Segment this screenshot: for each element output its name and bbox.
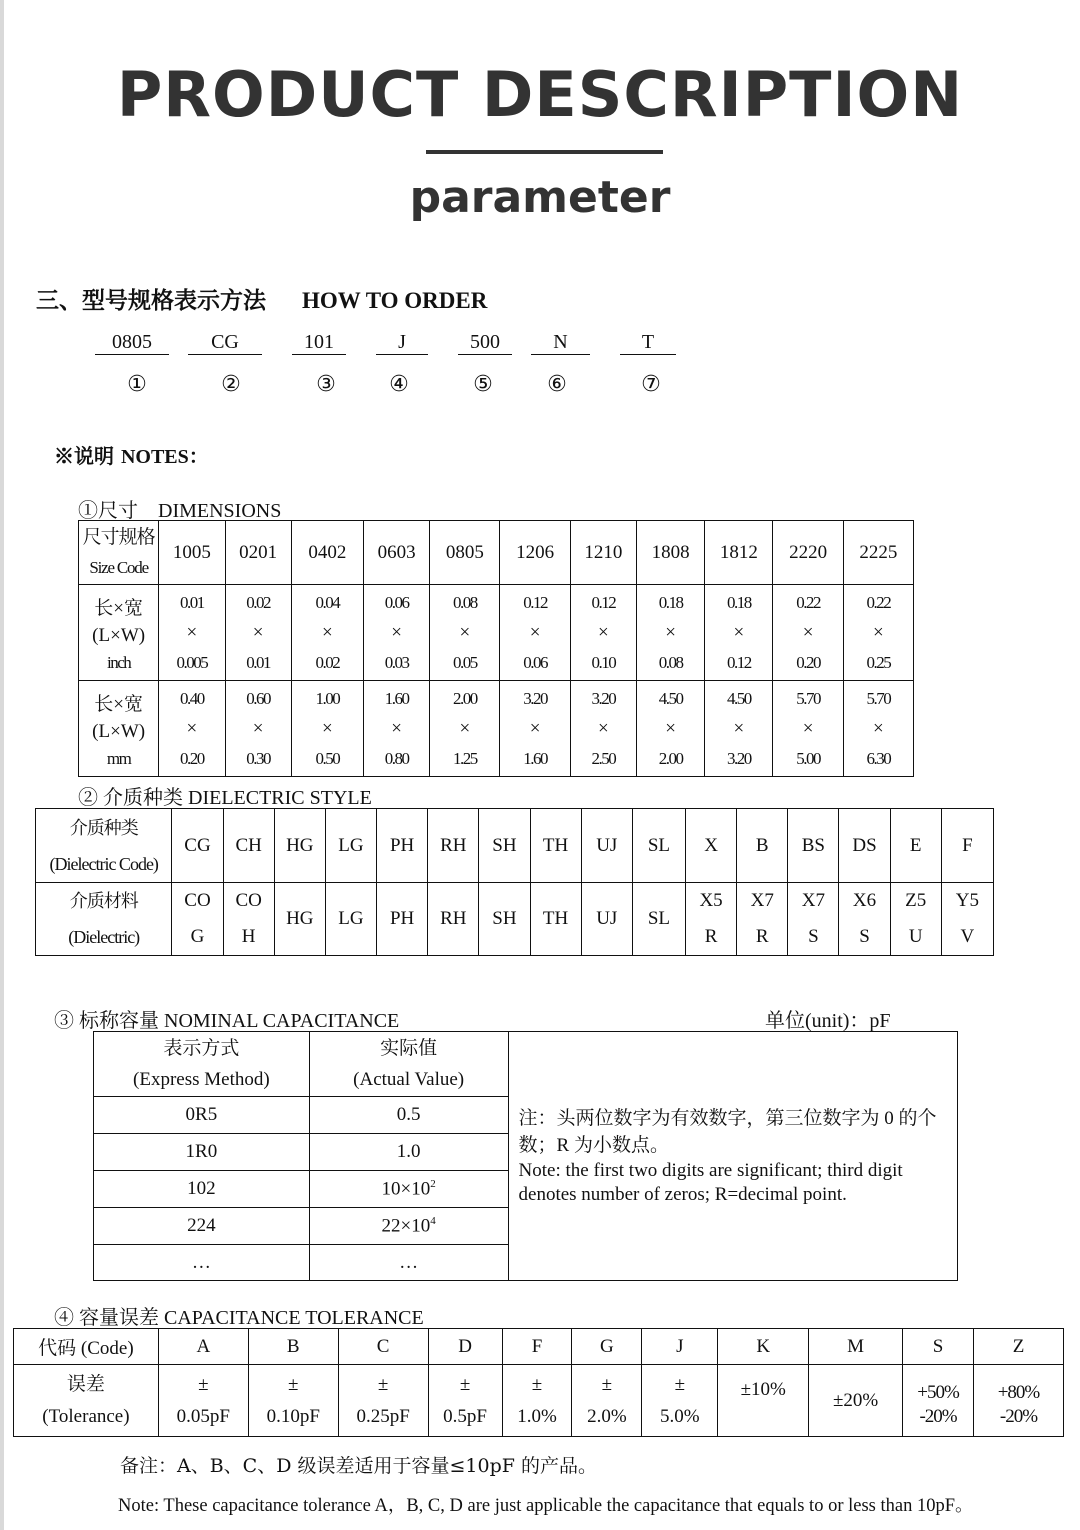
mm-label-3: mm: [106, 748, 131, 768]
dielectric-code-label: [36, 809, 172, 883]
dielectric-material: [172, 883, 223, 956]
tolerance-upper: +50%: [917, 1381, 959, 1403]
inch-length: 0.04: [315, 592, 340, 612]
material-line: Y5: [955, 890, 979, 911]
dielectric-code: SH: [479, 809, 530, 883]
material-line: X6: [852, 890, 877, 911]
cross-sign: ×: [733, 717, 745, 739]
dielectric-code: CH: [223, 809, 274, 883]
cross-sign: ×: [391, 717, 402, 739]
tolerance-code: F: [502, 1329, 572, 1365]
tolerance-sign: ±: [531, 1373, 543, 1395]
dielectric-code: RH: [428, 809, 479, 883]
express-code: 0R5: [94, 1097, 310, 1134]
inch-length: 0.02: [246, 592, 270, 612]
mm-cell: [291, 681, 363, 777]
mm-length: 0.60: [246, 688, 270, 708]
size-cell: 0402: [291, 521, 363, 585]
mm-cell: [364, 681, 430, 777]
inch-width: 0.03: [384, 652, 409, 672]
inch-width: 0.20: [796, 652, 820, 672]
tolerance-lower: -20%: [999, 1405, 1038, 1427]
mm-length: 1.60: [384, 688, 409, 708]
mm-cell: [570, 681, 636, 777]
tolerance-heading: ④ 容量误差 CAPACITANCE TOLERANCE: [54, 1307, 424, 1329]
express-method-cn: 表示方式: [163, 1038, 240, 1059]
tolerance-value: [502, 1365, 572, 1437]
material-line: Z5: [905, 890, 927, 911]
inch-label: [79, 585, 159, 681]
tolerance-amount: 5.0%: [660, 1405, 700, 1427]
tolerance-label-en: (Tolerance): [42, 1405, 130, 1427]
mm-length: 3.20: [591, 688, 616, 708]
order-mark-2: ②: [221, 372, 241, 397]
express-method-en: (Express Method): [133, 1069, 270, 1090]
dielectric-material: TH: [530, 883, 581, 956]
capacitance-note-en: Note: the first two digits are significant; third digit denotes number of zeros; R=decimal point.: [518, 1160, 903, 1205]
cross-sign: ×: [872, 621, 884, 643]
dielectric-material-label: [36, 883, 172, 956]
tolerance-value-label: [14, 1365, 159, 1437]
mm-label-2: (L×W): [92, 721, 146, 742]
tolerance-amount: 0.05pF: [176, 1405, 230, 1427]
express-method-header: [94, 1032, 310, 1097]
inch-cell: [225, 585, 291, 681]
mm-width: 0.20: [180, 748, 204, 768]
tolerance-code: S: [903, 1329, 974, 1365]
material-line: R: [704, 926, 718, 947]
inch-cell: [570, 585, 636, 681]
dimensions-heading: ①尺寸 DIMENSIONS: [78, 500, 282, 522]
footnote-cn: 备注：A、B、C、D 级误差适用于容量≤10pF 的产品。: [120, 1455, 597, 1477]
mm-width: 0.50: [315, 748, 340, 768]
inch-length: 0.12: [523, 592, 547, 612]
tolerance-amount: 0.5pF: [443, 1405, 487, 1427]
dielectric-code: CG: [172, 809, 223, 883]
size-cell: 1206: [500, 521, 570, 585]
dielectric-material: LG: [325, 883, 376, 956]
dielectric-material: [788, 883, 839, 956]
material-line: CO: [184, 890, 211, 911]
value-exponent: 4: [430, 1214, 436, 1227]
express-code: 1R0: [94, 1134, 310, 1171]
capacitance-table: [93, 1031, 958, 1281]
mm-cell: [225, 681, 291, 777]
inch-length: 0.08: [452, 592, 477, 612]
cross-sign: ×: [802, 621, 814, 643]
tolerance-value: [248, 1365, 338, 1437]
tolerance-code: G: [572, 1329, 642, 1365]
mm-length: 3.20: [523, 688, 547, 708]
size-cell: 1210: [570, 521, 636, 585]
mm-cell: [636, 681, 704, 777]
dielectric-material: [685, 883, 736, 956]
cross-sign: ×: [597, 717, 609, 739]
cross-sign: ×: [459, 717, 471, 739]
mm-width: 6.30: [866, 748, 891, 768]
capacitance-note: [508, 1032, 957, 1281]
inch-cell: [291, 585, 363, 681]
cross-sign: ×: [802, 717, 814, 739]
tolerance-code: C: [338, 1329, 428, 1365]
capacitance-unit: 单位(unit)：pF: [765, 1010, 891, 1032]
material-line: X5: [699, 890, 723, 911]
inch-length: 0.18: [726, 592, 751, 612]
dielectric-code: DS: [839, 809, 890, 883]
tolerance-value: [974, 1365, 1064, 1437]
dimensions-inch-row: [79, 585, 914, 681]
cross-sign: ×: [391, 621, 402, 643]
tolerance-code: Z: [974, 1329, 1064, 1365]
tolerance-value: [428, 1365, 502, 1437]
dielectric-code: E: [890, 809, 941, 883]
actual-value: …: [309, 1245, 508, 1281]
order-mark-7: ⑦: [641, 372, 661, 397]
tolerance-code: K: [718, 1329, 809, 1365]
order-heading: [36, 282, 487, 315]
material-line: V: [960, 926, 975, 947]
footnote-en: Note: These capacitance tolerance A，B, C, D are just applicable the capacitance that equals to or less than 10pF。: [118, 1496, 974, 1516]
order-heading-en: HOW TO ORDER: [302, 288, 488, 313]
tolerance-amount: 1.0%: [517, 1405, 557, 1427]
mm-length: 4.50: [658, 688, 683, 708]
cross-sign: ×: [665, 717, 676, 739]
order-code-6: N: [531, 330, 590, 355]
size-label-en: Size Code: [89, 557, 148, 577]
order-code-4: J: [376, 330, 428, 355]
actual-value: 0.5: [309, 1097, 508, 1134]
cross-sign: ×: [872, 717, 884, 739]
order-mark-6: ⑥: [547, 372, 567, 397]
order-mark-3: ③: [316, 372, 336, 397]
dielectric-code: PH: [377, 809, 428, 883]
tolerance-sign: ±: [674, 1373, 686, 1395]
dielectric-code: B: [737, 809, 788, 883]
cross-sign: ×: [186, 717, 198, 739]
material-line: H: [241, 926, 256, 947]
size-cell: 1005: [159, 521, 225, 585]
material-line: X7: [801, 890, 825, 911]
size-cell: 2225: [843, 521, 913, 585]
inch-length: 0.22: [796, 592, 820, 612]
size-cell: 1808: [636, 521, 704, 585]
cross-sign: ×: [322, 621, 333, 643]
actual-value: 1.0: [309, 1134, 508, 1171]
cross-sign: ×: [459, 621, 471, 643]
dielectric-code: TH: [530, 809, 581, 883]
dielectric-code: X: [685, 809, 736, 883]
order-heading-cn: 三、型号规格表示方法: [36, 287, 266, 314]
dielectric-material: [737, 883, 788, 956]
material-line: CO: [235, 890, 262, 911]
size-cell: 1812: [705, 521, 773, 585]
dielectric-code: BS: [788, 809, 839, 883]
notes-heading-cn: ※说明: [54, 444, 114, 468]
mm-length: 5.70: [866, 688, 891, 708]
mm-length: 2.00: [452, 688, 477, 708]
mm-cell: [705, 681, 773, 777]
dielectric-material: UJ: [581, 883, 632, 956]
tolerance-value: ±20%: [809, 1365, 903, 1437]
mm-width: 1.25: [452, 748, 477, 768]
inch-width: 0.005: [176, 652, 208, 672]
dielectric-material-label-en: (Dielectric): [68, 927, 140, 947]
tolerance-upper: +80%: [997, 1381, 1040, 1403]
dielectric-material: RH: [428, 883, 479, 956]
dielectric-table: [35, 808, 994, 956]
inch-cell: [773, 585, 843, 681]
inch-cell: [159, 585, 225, 681]
cross-sign: ×: [529, 621, 541, 643]
dielectric-material-label-cn: 介质材料: [69, 891, 138, 911]
material-line: G: [190, 926, 205, 947]
inch-cell: [364, 585, 430, 681]
cross-sign: ×: [665, 621, 676, 643]
dielectric-material: [890, 883, 941, 956]
mm-label-1: 长×宽: [94, 693, 143, 715]
mm-cell: [159, 681, 225, 777]
tolerance-amount: 2.0%: [587, 1405, 627, 1427]
dielectric-code-label-en: (Dielectric Code): [49, 853, 158, 874]
tolerance-table: [13, 1328, 1064, 1437]
inch-length: 0.01: [180, 592, 204, 612]
tolerance-code: A: [158, 1329, 248, 1365]
dielectric-code-row: [36, 809, 994, 883]
inch-label-2: (L×W): [92, 625, 146, 646]
inch-width: 0.02: [315, 652, 340, 672]
inch-width: 0.06: [523, 652, 547, 672]
dielectric-code: HG: [274, 809, 325, 883]
size-label-cn: 尺寸规格: [82, 526, 155, 548]
mm-width: 0.30: [246, 748, 270, 768]
dielectric-material: SL: [632, 883, 685, 956]
notes-heading: [54, 440, 209, 469]
tolerance-code: D: [428, 1329, 502, 1365]
actual-value: [309, 1208, 508, 1245]
dielectric-code: SL: [632, 809, 685, 883]
actual-value-en: (Actual Value): [353, 1069, 465, 1090]
tolerance-amount: 0.10pF: [266, 1405, 320, 1427]
inch-cell: [705, 585, 773, 681]
dielectric-material-row: [36, 883, 994, 956]
dielectric-material: [839, 883, 890, 956]
dielectric-material: HG: [274, 883, 325, 956]
inch-cell: [636, 585, 704, 681]
cross-sign: ×: [252, 621, 264, 643]
cross-sign: ×: [252, 717, 264, 739]
dielectric-code-label-cn: 介质种类: [69, 817, 138, 838]
mm-width: 0.80: [384, 748, 409, 768]
tolerance-value: [572, 1365, 642, 1437]
capacitance-header-row: [94, 1032, 958, 1097]
inch-length: 0.12: [591, 592, 616, 612]
dielectric-code: LG: [325, 809, 376, 883]
inch-cell: [500, 585, 570, 681]
size-cell: 0603: [364, 521, 430, 585]
order-mark-1: ①: [127, 372, 147, 397]
actual-value-cn: 实际值: [380, 1038, 438, 1059]
order-code-7: T: [620, 330, 676, 355]
mm-width: 5.00: [796, 748, 820, 768]
tolerance-sign: ±: [459, 1373, 471, 1395]
tolerance-sign: ±: [601, 1373, 613, 1395]
mm-cell: [773, 681, 843, 777]
tolerance-value: [903, 1365, 974, 1437]
inch-cell: [430, 585, 500, 681]
mm-cell: [430, 681, 500, 777]
material-line: R: [755, 926, 769, 947]
tolerance-code-row: [14, 1329, 1064, 1365]
cross-sign: ×: [186, 621, 198, 643]
dielectric-material: SH: [479, 883, 530, 956]
capacitance-heading: ③ 标称容量 NOMINAL CAPACITANCE: [54, 1010, 400, 1032]
order-code-3: 101: [292, 330, 346, 355]
value-exponent: 2: [430, 1177, 436, 1190]
actual-value-header: [309, 1032, 508, 1097]
dimensions-table: [78, 520, 914, 777]
dielectric-material: [223, 883, 274, 956]
tolerance-sign: ±: [288, 1373, 299, 1395]
cross-sign: ×: [597, 621, 609, 643]
inch-label-1: 长×宽: [94, 597, 143, 619]
tolerance-code-label: 代码 (Code): [14, 1329, 159, 1365]
size-cell: 0201: [225, 521, 291, 585]
tolerance-sign: ±: [198, 1373, 209, 1395]
value-base: 10×10: [381, 1178, 431, 1200]
tolerance-label-cn: 误差: [66, 1373, 105, 1395]
tolerance-code: J: [642, 1329, 718, 1365]
mm-width: 2.50: [591, 748, 616, 768]
express-code: …: [94, 1245, 310, 1281]
mm-label: [79, 681, 159, 777]
page-edge: [0, 0, 4, 1530]
tolerance-value: [642, 1365, 718, 1437]
mm-cell: [843, 681, 913, 777]
express-code: 224: [94, 1208, 310, 1245]
dielectric-material: PH: [377, 883, 428, 956]
tolerance-value: ±10%: [718, 1365, 809, 1437]
tolerance-value: [338, 1365, 428, 1437]
dimensions-size-row: [79, 521, 914, 585]
tolerance-code: M: [809, 1329, 903, 1365]
dimensions-size-label: [79, 521, 159, 585]
inch-length: 0.22: [866, 592, 891, 612]
actual-value: [309, 1171, 508, 1208]
tolerance-value: [158, 1365, 248, 1437]
tolerance-value-row: [14, 1365, 1064, 1437]
cross-sign: ×: [733, 621, 745, 643]
inch-cell: [843, 585, 913, 681]
page-subtitle: parameter: [409, 172, 671, 223]
tolerance-amount: 0.25pF: [356, 1405, 410, 1427]
mm-width: 3.20: [726, 748, 751, 768]
material-line: S: [859, 926, 870, 947]
inch-width: 0.10: [591, 652, 616, 672]
inch-width: 0.25: [866, 652, 891, 672]
mm-length: 5.70: [796, 688, 820, 708]
mm-length: 1.00: [315, 688, 340, 708]
capacitance-note-cn: 注：头两位数字为有效数字，第三位数字为 0 的个数；R 为小数点。: [518, 1108, 937, 1156]
tolerance-code: B: [248, 1329, 338, 1365]
inch-length: 0.18: [658, 592, 683, 612]
order-mark-5: ⑤: [473, 372, 493, 397]
material-line: S: [808, 926, 819, 947]
inch-width: 0.08: [658, 652, 683, 672]
title-divider: [426, 150, 663, 154]
mm-width: 1.60: [523, 748, 547, 768]
order-code-5: 500: [458, 330, 512, 355]
tolerance-lower: -20%: [919, 1405, 957, 1427]
express-code: 102: [94, 1171, 310, 1208]
size-cell: 2220: [773, 521, 843, 585]
dielectric-code: UJ: [581, 809, 632, 883]
value-base: 22×10: [381, 1215, 431, 1237]
size-cell: 0805: [430, 521, 500, 585]
cross-sign: ×: [529, 717, 541, 739]
material-line: X7: [750, 890, 774, 911]
dielectric-code: F: [941, 809, 993, 883]
mm-length: 0.40: [180, 688, 204, 708]
dielectric-heading: ② 介质种类 DIELECTRIC STYLE: [78, 787, 372, 809]
mm-width: 2.00: [658, 748, 683, 768]
page-title: PRODUCT DESCRIPTION: [116, 58, 964, 131]
notes-heading-en: NOTES：: [120, 446, 209, 468]
inch-label-3: inch: [107, 652, 131, 672]
order-mark-4: ④: [389, 372, 409, 397]
tolerance-sign: ±: [377, 1373, 389, 1395]
order-code-1: 0805: [95, 330, 169, 355]
inch-length: 0.06: [384, 592, 409, 612]
dielectric-material: [941, 883, 993, 956]
material-line: U: [908, 926, 923, 947]
mm-cell: [500, 681, 570, 777]
inch-width: 0.05: [452, 652, 477, 672]
inch-width: 0.01: [246, 652, 270, 672]
dimensions-mm-row: [79, 681, 914, 777]
order-code-2: CG: [188, 330, 262, 355]
inch-width: 0.12: [726, 652, 751, 672]
mm-length: 4.50: [726, 688, 751, 708]
cross-sign: ×: [322, 717, 333, 739]
